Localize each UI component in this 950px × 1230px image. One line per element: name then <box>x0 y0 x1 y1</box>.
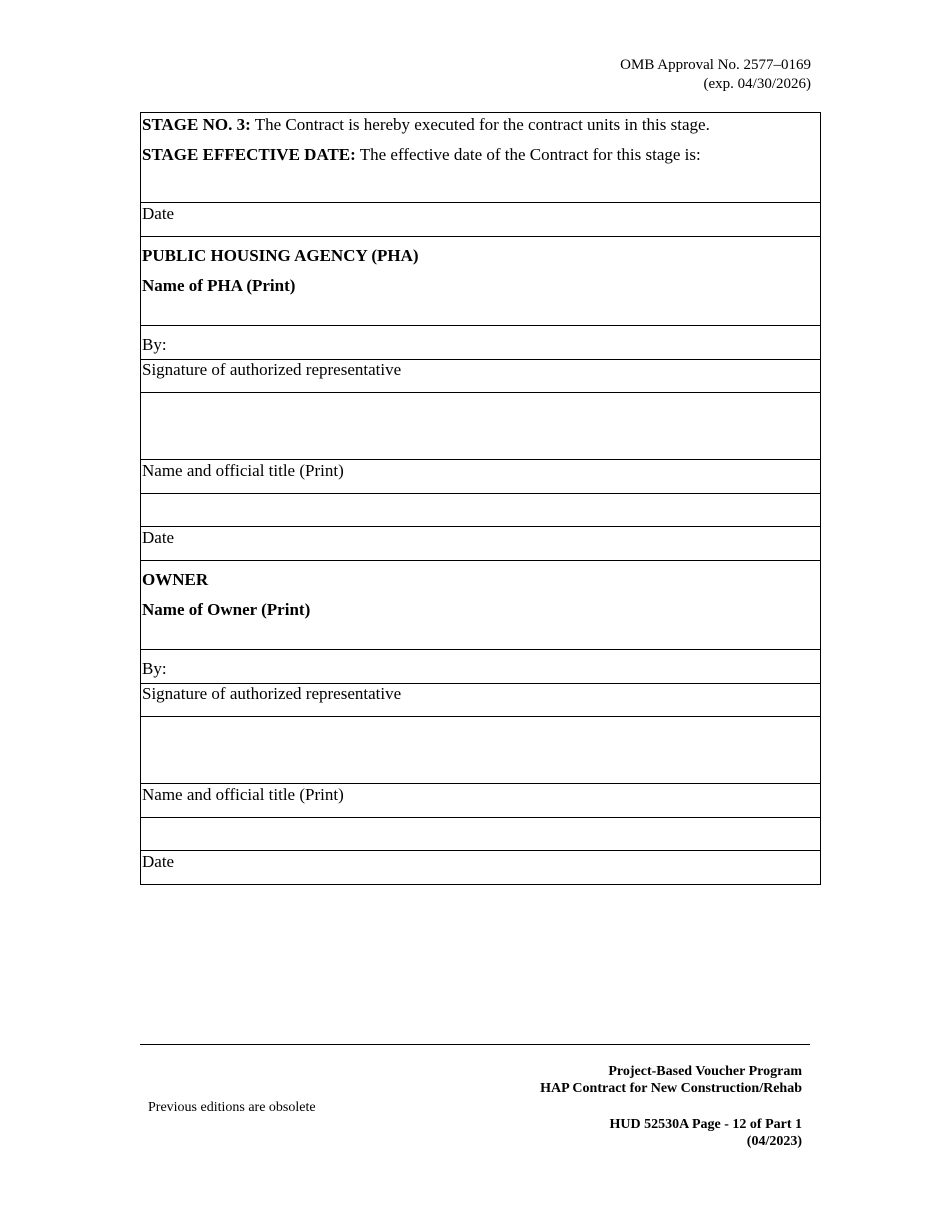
owner-name-title-field[interactable] <box>141 717 821 784</box>
pha-name-row[interactable] <box>141 237 821 326</box>
owner-by-label: By: <box>141 650 821 684</box>
stage-number-line <box>142 115 820 135</box>
pha-signature-row <box>141 360 821 393</box>
footer-form-info <box>540 1063 802 1150</box>
omb-expiration: (exp. 04/30/2026) <box>703 76 811 92</box>
stage-effective-line <box>142 145 820 165</box>
stage-date-label: Date <box>141 203 821 237</box>
owner-by-row[interactable] <box>141 650 821 684</box>
stage-row <box>141 113 821 203</box>
owner-name-title-row <box>141 784 821 818</box>
footer-program: Project-Based Voucher Program <box>608 1064 802 1079</box>
owner-date-label: Date <box>141 851 821 885</box>
pha-date-label: Date <box>141 527 821 561</box>
pha-by-row[interactable] <box>141 326 821 360</box>
owner-name-title-label: Name and official title (Print) <box>141 784 821 818</box>
pha-name-title-field[interactable] <box>141 393 821 460</box>
pha-name-title-label: Name and official title (Print) <box>141 460 821 494</box>
omb-approval-number: OMB Approval No. 2577–0169 <box>620 57 811 73</box>
owner-date-field[interactable] <box>141 818 821 851</box>
owner-name-title-blank <box>141 717 821 784</box>
stage-number-label: STAGE NO. 3: <box>142 115 251 134</box>
pha-heading: PUBLIC HOUSING AGENCY (PHA) <box>142 246 419 265</box>
pha-date-row <box>141 527 821 561</box>
stage-effective-label: STAGE EFFECTIVE DATE: <box>142 145 356 164</box>
owner-date-blank <box>141 818 821 851</box>
owner-name-label: Name of Owner (Print) <box>142 600 311 619</box>
stage-date-row[interactable] <box>141 203 821 237</box>
owner-heading: OWNER <box>142 570 209 589</box>
stage-execution-table <box>140 112 821 885</box>
owner-signature-label: Signature of authorized representative <box>141 684 821 717</box>
pha-by-label: By: <box>141 326 821 360</box>
footer-divider <box>140 1044 810 1045</box>
stage-number-text: The Contract is hereby executed for the contract units in this stage. <box>250 115 710 134</box>
owner-name-row[interactable] <box>141 561 821 650</box>
footer-obsolete-note: Previous editions are obsolete <box>148 1100 316 1115</box>
owner-name-cell <box>141 561 821 650</box>
stage-cell <box>141 113 821 203</box>
owner-date-row <box>141 851 821 885</box>
omb-approval <box>620 56 811 94</box>
footer-page-number: HUD 52530A Page - 12 of Part 1 <box>609 1117 802 1132</box>
pha-name-title-row <box>141 460 821 494</box>
pha-name-cell <box>141 237 821 326</box>
pha-date-field[interactable] <box>141 494 821 527</box>
pha-signature-label: Signature of authorized representative <box>141 360 821 393</box>
footer-revision-date: (04/2023) <box>746 1134 802 1149</box>
pha-name-title-blank <box>141 393 821 460</box>
pha-date-blank <box>141 494 821 527</box>
owner-signature-row <box>141 684 821 717</box>
stage-effective-text: The effective date of the Contract for this stage is: <box>355 145 701 164</box>
footer-contract: HAP Contract for New Construction/Rehab <box>540 1081 802 1096</box>
pha-name-label: Name of PHA (Print) <box>142 276 296 295</box>
